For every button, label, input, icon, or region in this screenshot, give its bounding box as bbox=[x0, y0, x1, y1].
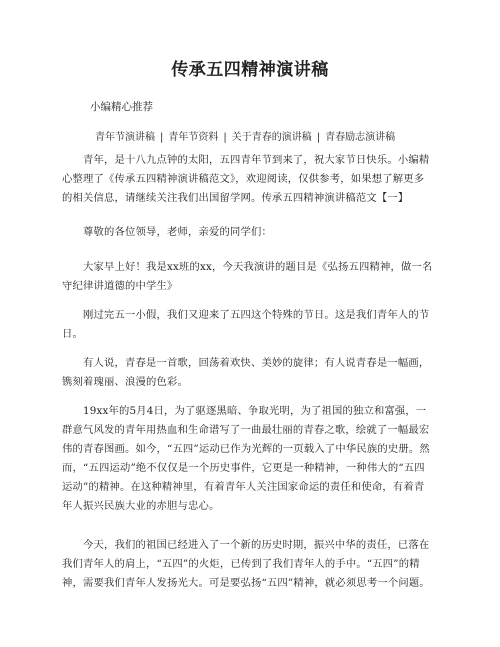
body-paragraph: 刚过完五一小假，我们又迎来了五四这个特殊的节日。这是我们青年人的节日。 bbox=[62, 309, 430, 340]
related-links bbox=[95, 128, 395, 143]
greeting-paragraph: 尊敬的各位领导，老师，亲爱的同学们： bbox=[83, 226, 272, 238]
related-link[interactable]: 青春励志演讲稿 bbox=[325, 132, 396, 143]
body-paragraph: 大家早上好！我是xx班的xx，今天我演讲的题目是《弘扬五四精神，做一名守纪律讲道德的中学生》 bbox=[62, 261, 433, 292]
related-link[interactable]: 青年节演讲稿 bbox=[95, 132, 155, 143]
recommend-label: 小编精心推荐 bbox=[90, 101, 153, 113]
link-separator: | bbox=[316, 132, 321, 143]
link-separator: | bbox=[160, 132, 164, 143]
intro-paragraph: 青年，是十八九点钟的太阳，五四青年节到来了，祝大家节日快乐。小编精心整理了《传承五四精神演讲稿范文》，欢迎阅读，仅供参考，如果想了解更多的相关信息，请继续关注我们出国留学网。传承五四精神演讲稿范文【一】 bbox=[62, 154, 430, 204]
body-paragraph: 19xx年的5月4日，为了驱逐黑暗、争取光明，为了祖国的独立和富强，一群意气风发的青年用热血和生命谱写了一曲最壮丽的青春之歌，绘就了一幅最宏伟的青春图画。如今，“五四”运动已作为光辉的一页载入了中华民族的史册。然而，“五四运动”绝不仅仅是一个历史事件，它更是一种精神，一种伟大的“五四运动”的精神。在这种精神里，有着青年人关注国家命运的责任和使命，有着青年人振兴民族大业的赤胆与忠心。 bbox=[62, 405, 430, 512]
link-separator: | bbox=[223, 132, 227, 143]
related-link[interactable]: 关于青春的演讲稿 bbox=[231, 132, 312, 143]
body-paragraph: 有人说，青春是一首歌，回荡着欢快、美妙的旋律；有人说青春是一幅画，镌刻着瑰丽、浪漫的色彩。 bbox=[62, 357, 430, 388]
body-paragraph: 今天，我们的祖国已经进入了一个新的历史时期，振兴中华的责任，已落在我们青年人的肩上，“五四”的火炬，已传到了我们青年人的手中。“五四”的精神，需要我们青年人发扬光大。可是要弘扬“五四”精神，就必须思考一个问题。 bbox=[62, 539, 430, 589]
document-title: 传承五四精神演讲稿 bbox=[171, 60, 329, 80]
related-link[interactable]: 青年节资料 bbox=[168, 132, 219, 143]
